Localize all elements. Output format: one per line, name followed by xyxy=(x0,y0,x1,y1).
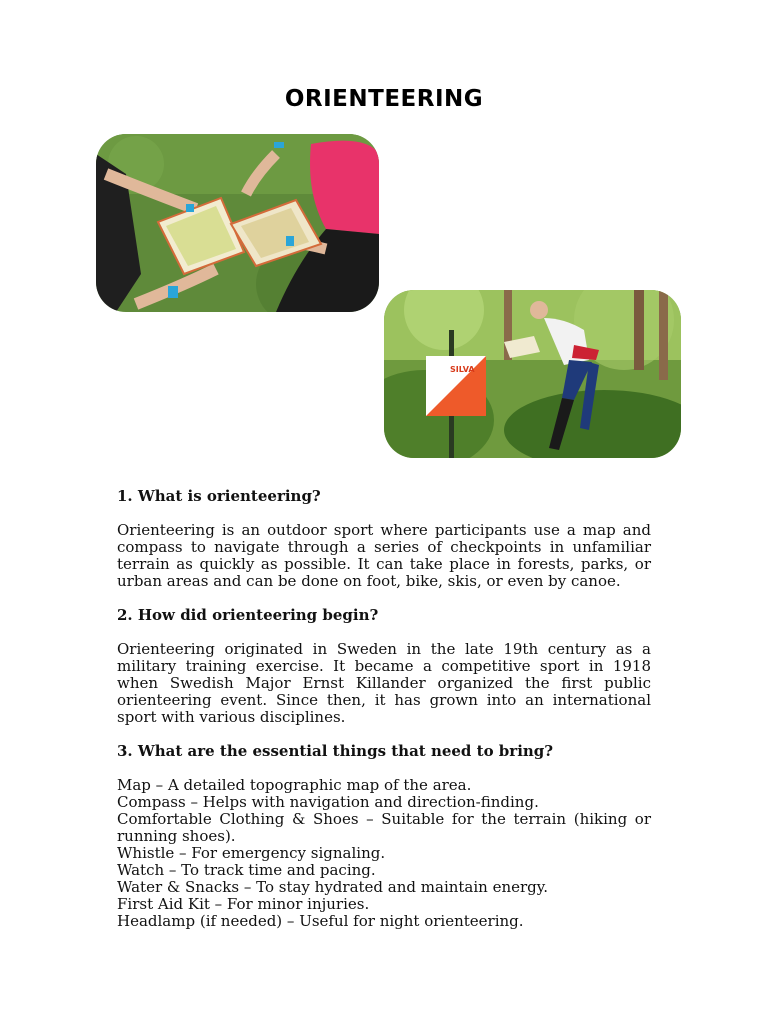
control-flag-runner-photo xyxy=(384,290,681,458)
list-item: Comfortable Clothing & Shoes – Suitable for the terrain (hiking or running shoes). xyxy=(117,810,651,845)
list-item: First Aid Kit – For minor injuries. xyxy=(117,895,370,913)
svg-text:SILVA: SILVA xyxy=(450,365,475,374)
list-item: Headlamp (if needed) – Useful for night orienteering. xyxy=(117,912,524,930)
list-item: Watch – To track time and pacing. xyxy=(117,861,376,879)
list-item: Whistle – For emergency signaling. xyxy=(117,844,386,862)
document-title: ORIENTEERING xyxy=(284,86,484,112)
section-heading: 3. What are the essential things that need to bring? xyxy=(117,742,554,760)
list-item: Map – A detailed topographic map of the area. xyxy=(117,776,472,794)
map-reading-group-photo xyxy=(96,134,379,312)
list-item: Compass – Helps with navigation and direction-finding. xyxy=(117,793,539,811)
section-paragraph: Orienteering originated in Sweden in the late 19th century as a military training exercise. It became a competitive sport in 1918 when Swedish Major Ernst Killander organized the first public orienteering event. Since then, it has grown into an international sport with various disciplines. xyxy=(117,640,651,726)
section-paragraph: Orienteering is an outdoor sport where participants use a map and compass to navigate through a series of checkpoints in unfamiliar terrain as quickly as possible. It can take place in forests, parks, or urban areas and can be done on foot, bike, skis, or even by canoe. xyxy=(117,521,651,590)
section-heading: 2. How did orienteering begin? xyxy=(117,606,379,624)
section-heading: 1. What is orienteering? xyxy=(117,487,321,505)
essentials-list xyxy=(117,777,651,930)
list-item: Water & Snacks – To stay hydrated and maintain energy. xyxy=(117,878,549,896)
